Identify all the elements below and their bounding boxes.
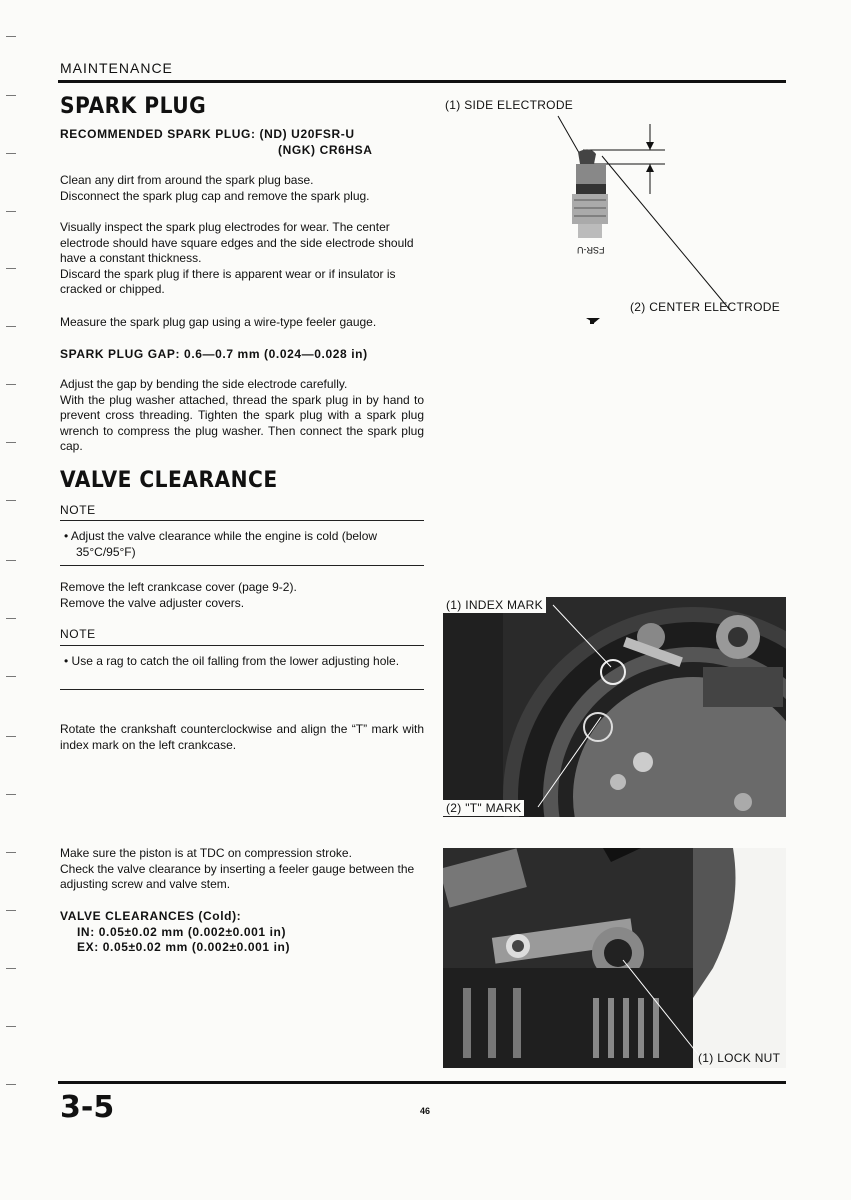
text-block: Visually inspect the spark plug electrodes for wear. The center electrode should have square edges and the side electrode should have a constant thickness. [60, 220, 414, 265]
margin-mark [6, 968, 16, 969]
margin-mark [6, 268, 16, 269]
footer-rule [58, 1081, 786, 1084]
section-header: MAINTENANCE [60, 60, 173, 76]
valve-spec-intake: IN: 0.05±0.02 mm (0.002±0.001 in) [77, 925, 287, 939]
fig-label-t-mark: (2) "T" MARK [443, 800, 524, 816]
margin-mark [6, 1084, 16, 1085]
text-line: Adjust the gap by bending the side electrode carefully. [60, 377, 348, 391]
paragraph-measure: Measure the spark plug gap using a wire-type feeler gauge. [60, 315, 377, 329]
fig-label-index-mark: (1) INDEX MARK [443, 597, 546, 613]
plug-marking-text: FSR-U [577, 245, 605, 255]
margin-mark [6, 384, 16, 385]
note-text: Use a rag to catch the oil falling from the lower adjusting hole. [71, 654, 400, 668]
text-line: Remove the valve adjuster covers. [60, 595, 245, 610]
margin-mark [6, 618, 16, 619]
flywheel-photo [443, 597, 786, 817]
note-label: NOTE [60, 627, 96, 641]
margin-mark [6, 500, 16, 501]
spark-plug-title: SPARK PLUG [60, 94, 207, 119]
spark-plug-gap-spec: SPARK PLUG GAP: 0.6—0.7 mm (0.024—0.028 in) [60, 347, 368, 361]
paragraph-inspect [60, 220, 424, 298]
note-rule [60, 520, 424, 521]
paragraph-tdc [60, 846, 424, 893]
margin-mark [6, 676, 16, 677]
margin-mark [6, 560, 16, 561]
recommended-plug-line2: (NGK) CR6HSA [278, 143, 373, 157]
margin-mark [6, 153, 16, 154]
text-line: Disconnect the spark plug cap and remove the spark plug. [60, 188, 370, 203]
note-rule [60, 565, 424, 566]
fig-label-center-electrode: (2) CENTER ELECTRODE [630, 300, 781, 314]
text-block: Check the valve clearance by inserting a feeler gauge between the adjusting screw and valve stem. [60, 861, 415, 891]
margin-mark [6, 910, 16, 911]
text-line: Remove the left crankcase cover (page 9-2). [60, 580, 297, 594]
margin-mark [6, 852, 16, 853]
valve-spec-exhaust: EX: 0.05±0.02 mm (0.002±0.001 in) [77, 940, 291, 954]
valve-clearance-title: VALVE CLEARANCE [60, 468, 278, 493]
text-block: Discard the spark plug if there is apparent wear or if insulator is cracked or chipped. [60, 266, 396, 296]
note-item-rag: • Use a rag to catch the oil falling from the lower adjusting hole. [64, 654, 400, 668]
flywheel-photo-image [443, 597, 786, 817]
note-text: Adjust the valve clearance while the engine is cold (below 35°C/95°F) [70, 529, 378, 559]
margin-mark [6, 794, 16, 795]
paragraph-adjust [60, 377, 424, 455]
lock-nut-photo [443, 848, 786, 1068]
margin-mark [6, 95, 16, 96]
fig-label-side-electrode: (1) SIDE ELECTRODE [445, 98, 574, 112]
margin-mark [6, 736, 16, 737]
text-line: Make sure the piston is at TDC on compression stroke. [60, 846, 352, 860]
fig-label-lock-nut: (1) LOCK NUT [698, 1051, 781, 1065]
text-block: With the plug washer attached, thread the spark plug in by hand to prevent cross threading. Tighten the spark plug with a spark plug wrench to compress the plug washer. Then connect the spark plug cap. [60, 392, 424, 453]
margin-mark [6, 326, 16, 327]
text-line: Clean any dirt from around the spark plug base. [60, 173, 314, 187]
recommended-plug-line1: RECOMMENDED SPARK PLUG: (ND) U20FSR-U [60, 127, 355, 141]
lock-nut-photo-image [443, 848, 786, 1068]
margin-mark [6, 1026, 16, 1027]
paragraph-clean [60, 173, 424, 204]
paragraph-rotate-crankshaft: Rotate the crankshaft counterclockwise and align the “T” mark with index mark on the left crankcase. [60, 722, 424, 752]
valve-spec-title: VALVE CLEARANCES (Cold): [60, 909, 242, 923]
page-number: 3-5 [60, 1090, 115, 1125]
margin-mark [6, 442, 16, 443]
spark-plug-diagram [440, 110, 786, 330]
note-rule [60, 689, 424, 690]
note-label: NOTE [60, 503, 96, 517]
page-sequence-number: 46 [420, 1106, 431, 1116]
note-item-cold-engine: • Adjust the valve clearance while the engine is cold (below 35°C/95°F) [64, 529, 378, 559]
header-rule [58, 80, 786, 83]
paragraph-remove-covers [60, 580, 424, 611]
note-rule [60, 645, 424, 646]
margin-mark [6, 211, 16, 212]
margin-mark [6, 36, 16, 37]
